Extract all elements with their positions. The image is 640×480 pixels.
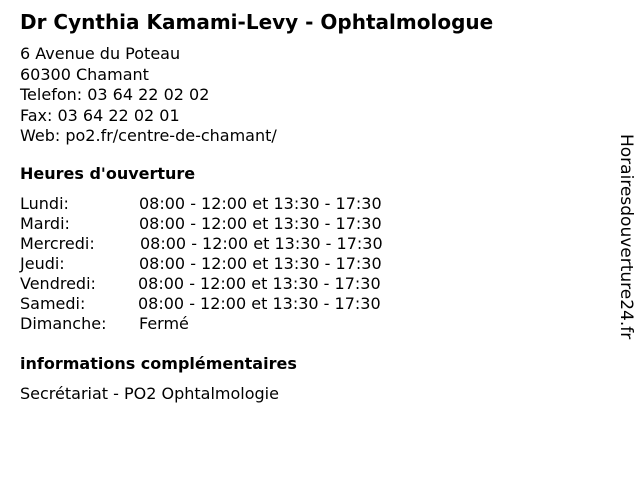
day-label: Mercredi: [20, 234, 95, 253]
day-hours: 08:00 - 12:00 et 13:30 - 17:30 [140, 234, 383, 253]
fax-number: Fax: 03 64 22 02 01 [20, 105, 180, 125]
day-label: Vendredi: [20, 274, 96, 293]
page-title: Dr Cynthia Kamami-Levy - Ophtalmologue [20, 10, 494, 34]
street-address: 6 Avenue du Poteau [20, 44, 181, 63]
day-label: Lundi: [20, 194, 69, 213]
day-label: Jeudi: [20, 254, 65, 273]
city-address: 60300 Chamant [20, 64, 149, 84]
phone-number: Telefon: 03 64 22 02 02 [20, 85, 210, 104]
day-hours: 08:00 - 12:00 et 13:30 - 17:30 [139, 254, 382, 273]
day-hours: 08:00 - 12:00 et 13:30 - 17:30 [139, 194, 382, 213]
info-heading: informations complémentaires [20, 354, 297, 373]
hours-heading: Heures d'ouverture [20, 164, 196, 183]
watermark-text: Horairesdouverture24.fr [616, 134, 636, 340]
day-label: Samedi: [20, 294, 86, 313]
day-label: Dimanche: [20, 314, 107, 333]
day-label: Mardi: [20, 214, 70, 233]
watermark [610, 134, 638, 344]
day-hours: 08:00 - 12:00 et 13:30 - 17:30 [139, 214, 382, 233]
website: Web: po2.fr/centre-de-chamant/ [20, 126, 277, 145]
day-hours: 08:00 - 12:00 et 13:30 - 17:30 [138, 274, 381, 293]
day-hours: Fermé [139, 314, 189, 333]
day-hours: 08:00 - 12:00 et 13:30 - 17:30 [138, 294, 381, 313]
address-block [20, 44, 277, 147]
info-text: Secrétariat - PO2 Ophtalmologie [20, 384, 279, 403]
